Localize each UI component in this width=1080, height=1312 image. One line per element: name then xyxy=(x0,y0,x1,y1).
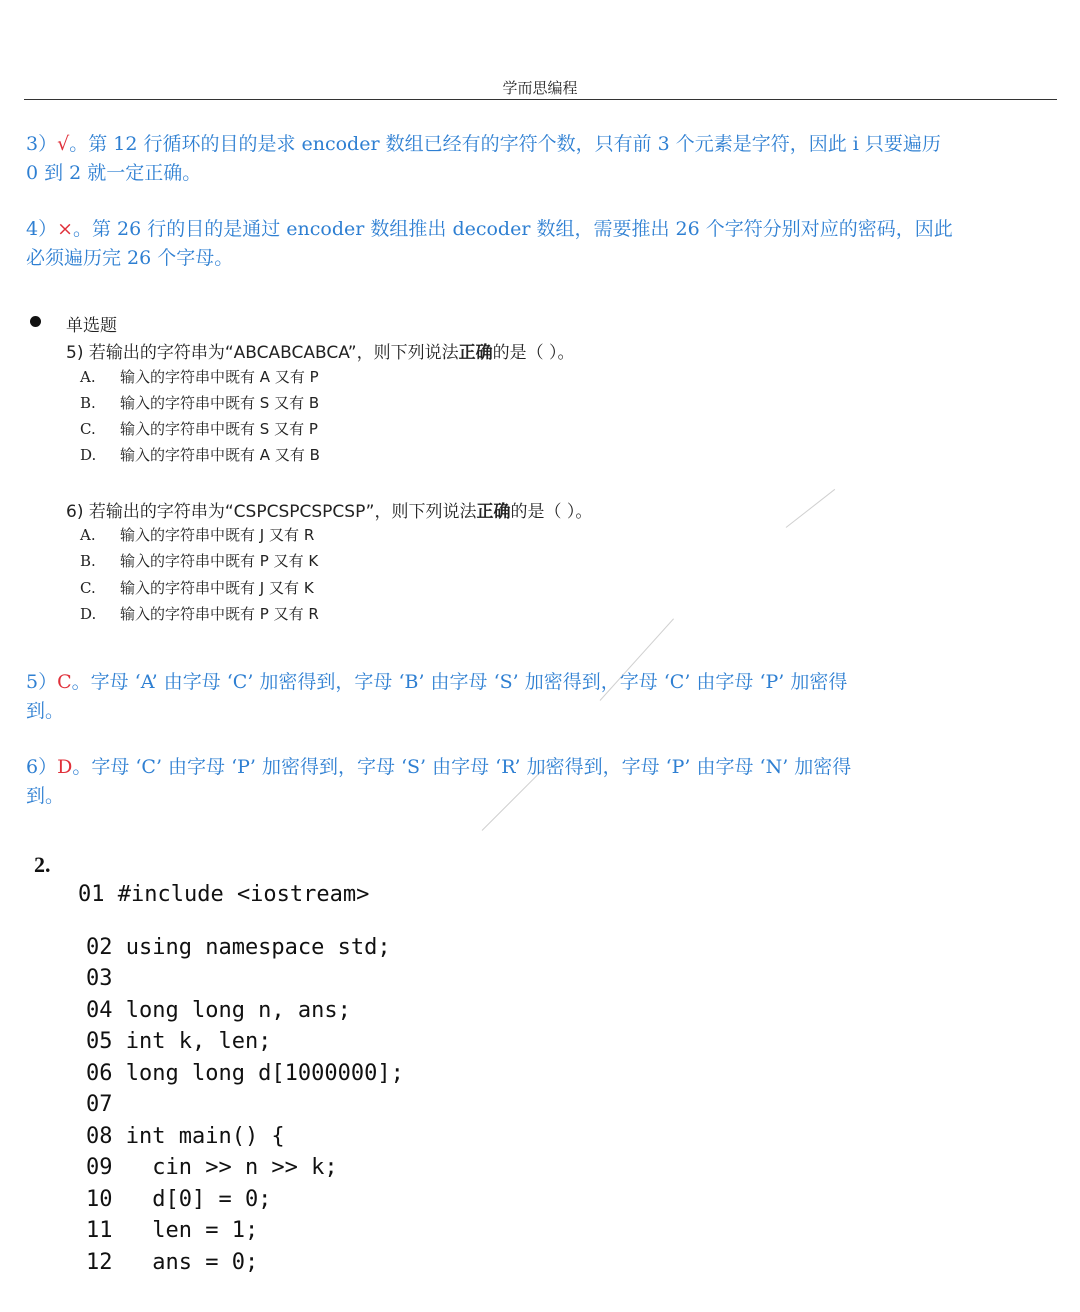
option-5b xyxy=(80,392,319,413)
question-mid: ，则下列说法 xyxy=(374,502,477,522)
option-mid: 又有 xyxy=(269,579,300,597)
option-char: J xyxy=(259,579,265,597)
answer-text: 。字母 ‘A’ 由字母 ‘C’ 加密得到，字母 ‘B’ 由字母 ‘S’ 加密得到，字母 ‘C’ 由字母 ‘P’ 加密得 xyxy=(71,671,848,693)
option-char: J xyxy=(259,526,265,544)
option-letter: C. xyxy=(80,579,96,597)
option-char: P xyxy=(259,552,269,570)
option-char: A xyxy=(259,446,271,464)
option-letter: A. xyxy=(80,368,96,386)
option-mid: 又有 xyxy=(273,605,304,623)
question-bold: 正确 xyxy=(476,502,511,522)
answer-5 xyxy=(26,668,1056,726)
cross-mark: × xyxy=(57,218,74,240)
code-line: 07 xyxy=(86,1092,113,1117)
answer-label: 3） xyxy=(26,133,58,155)
option-letter: B. xyxy=(80,394,96,412)
bullet-icon xyxy=(30,316,41,327)
option-pre: 输入的字符串中既有 xyxy=(120,446,256,464)
scan-stroke xyxy=(786,489,835,528)
question-mid: ，则下列说法 xyxy=(356,343,459,363)
answer-text: 。第 26 行的目的是通过 encoder 数组推出 decoder 数组，需要推出 26 个字符分别对应的密码，因此 xyxy=(73,218,953,240)
question-number: 5) xyxy=(66,343,84,363)
answer-3 xyxy=(26,130,1056,188)
option-pre: 输入的字符串中既有 xyxy=(120,368,256,386)
answer-text-cont: 到。 xyxy=(26,785,65,807)
option-char: A xyxy=(259,368,271,386)
option-letter: A. xyxy=(80,526,96,544)
option-char: R xyxy=(308,605,319,623)
answer-label: 6） xyxy=(26,756,58,778)
option-char: B xyxy=(309,446,320,464)
option-pre: 输入的字符串中既有 xyxy=(120,420,256,438)
code-line: 04 long long n, ans; xyxy=(86,998,351,1023)
question-pre: 若输出的字符串为 xyxy=(88,502,225,522)
option-6d xyxy=(80,603,319,624)
option-6b xyxy=(80,550,318,571)
code-line: 09 cin >> n >> k; xyxy=(86,1155,338,1180)
code-line: 01 #include <iostream> xyxy=(78,882,370,907)
code-line: 02 using namespace std; xyxy=(86,935,391,960)
question-post: 的是（ ）。 xyxy=(492,343,575,363)
question-string: “ABCABCABCA” xyxy=(224,343,357,363)
option-letter: C. xyxy=(80,420,96,438)
problem-2-label: 2. xyxy=(34,852,51,877)
question-string: “CSPCSPCSPCSP” xyxy=(224,502,375,522)
question-bold: 正确 xyxy=(458,343,493,363)
option-pre: 输入的字符串中既有 xyxy=(120,605,256,623)
question-6 xyxy=(66,497,592,522)
answer-choice: C xyxy=(57,671,72,693)
option-5c xyxy=(80,418,318,439)
option-pre: 输入的字符串中既有 xyxy=(120,526,256,544)
option-mid: 又有 xyxy=(274,420,305,438)
answer-label: 5） xyxy=(26,671,58,693)
answer-choice: D xyxy=(57,756,73,778)
code-line: 05 int k, len; xyxy=(86,1029,272,1054)
code-line: 08 int main() { xyxy=(86,1124,285,1149)
code-line: 11 len = 1; xyxy=(86,1218,259,1243)
question-post: 的是（ ）。 xyxy=(510,502,593,522)
answer-text: 。字母 ‘C’ 由字母 ‘P’ 加密得到，字母 ‘S’ 由字母 ‘R’ 加密得到，字母 ‘P’ 由字母 ‘N’ 加密得 xyxy=(72,756,852,778)
code-line: 06 long long d[1000000]; xyxy=(86,1061,404,1086)
option-char: S xyxy=(259,420,270,438)
option-pre: 输入的字符串中既有 xyxy=(120,579,256,597)
page-header-title: 学而思编程 xyxy=(502,79,578,97)
option-char: K xyxy=(308,552,319,570)
answer-label: 4） xyxy=(26,218,58,240)
code-line: 03 xyxy=(86,966,113,991)
answer-text-cont: 0 到 2 就一定正确。 xyxy=(26,162,202,184)
option-mid: 又有 xyxy=(273,552,304,570)
option-mid: 又有 xyxy=(269,526,300,544)
option-5a xyxy=(80,366,319,387)
option-mid: 又有 xyxy=(274,446,305,464)
option-letter: B. xyxy=(80,552,96,570)
option-6a xyxy=(80,524,314,545)
question-number: 6) xyxy=(66,502,84,522)
answer-text-cont: 必须遍历完 26 个字母。 xyxy=(26,247,234,269)
code-line: 12 ans = 0; xyxy=(86,1250,259,1275)
option-letter: D. xyxy=(80,605,97,623)
option-mid: 又有 xyxy=(274,394,305,412)
section-label: 单选题 xyxy=(66,316,117,336)
answer-text: 。第 12 行循环的目的是求 encoder 数组已经有的字符个数，只有前 3 个元素是字符，因此 i 只要遍历 xyxy=(69,133,941,155)
answer-4 xyxy=(26,215,1056,273)
answer-6 xyxy=(26,753,1056,811)
option-5d xyxy=(80,444,320,465)
answer-text-cont: 到。 xyxy=(26,700,65,722)
option-char: P xyxy=(308,420,318,438)
option-6c xyxy=(80,577,314,598)
option-char: S xyxy=(259,394,270,412)
option-char: R xyxy=(303,526,315,544)
option-pre: 输入的字符串中既有 xyxy=(120,394,256,412)
option-char: B xyxy=(308,394,320,412)
question-pre: 若输出的字符串为 xyxy=(88,343,225,363)
option-char: P xyxy=(309,368,319,386)
option-pre: 输入的字符串中既有 xyxy=(120,552,256,570)
option-char: P xyxy=(259,605,269,623)
header-divider xyxy=(24,99,1057,100)
check-mark: √ xyxy=(57,133,70,155)
option-letter: D. xyxy=(80,446,97,464)
question-5 xyxy=(66,338,575,363)
option-char: K xyxy=(303,579,314,597)
option-mid: 又有 xyxy=(274,368,305,386)
code-line: 10 d[0] = 0; xyxy=(86,1187,272,1212)
